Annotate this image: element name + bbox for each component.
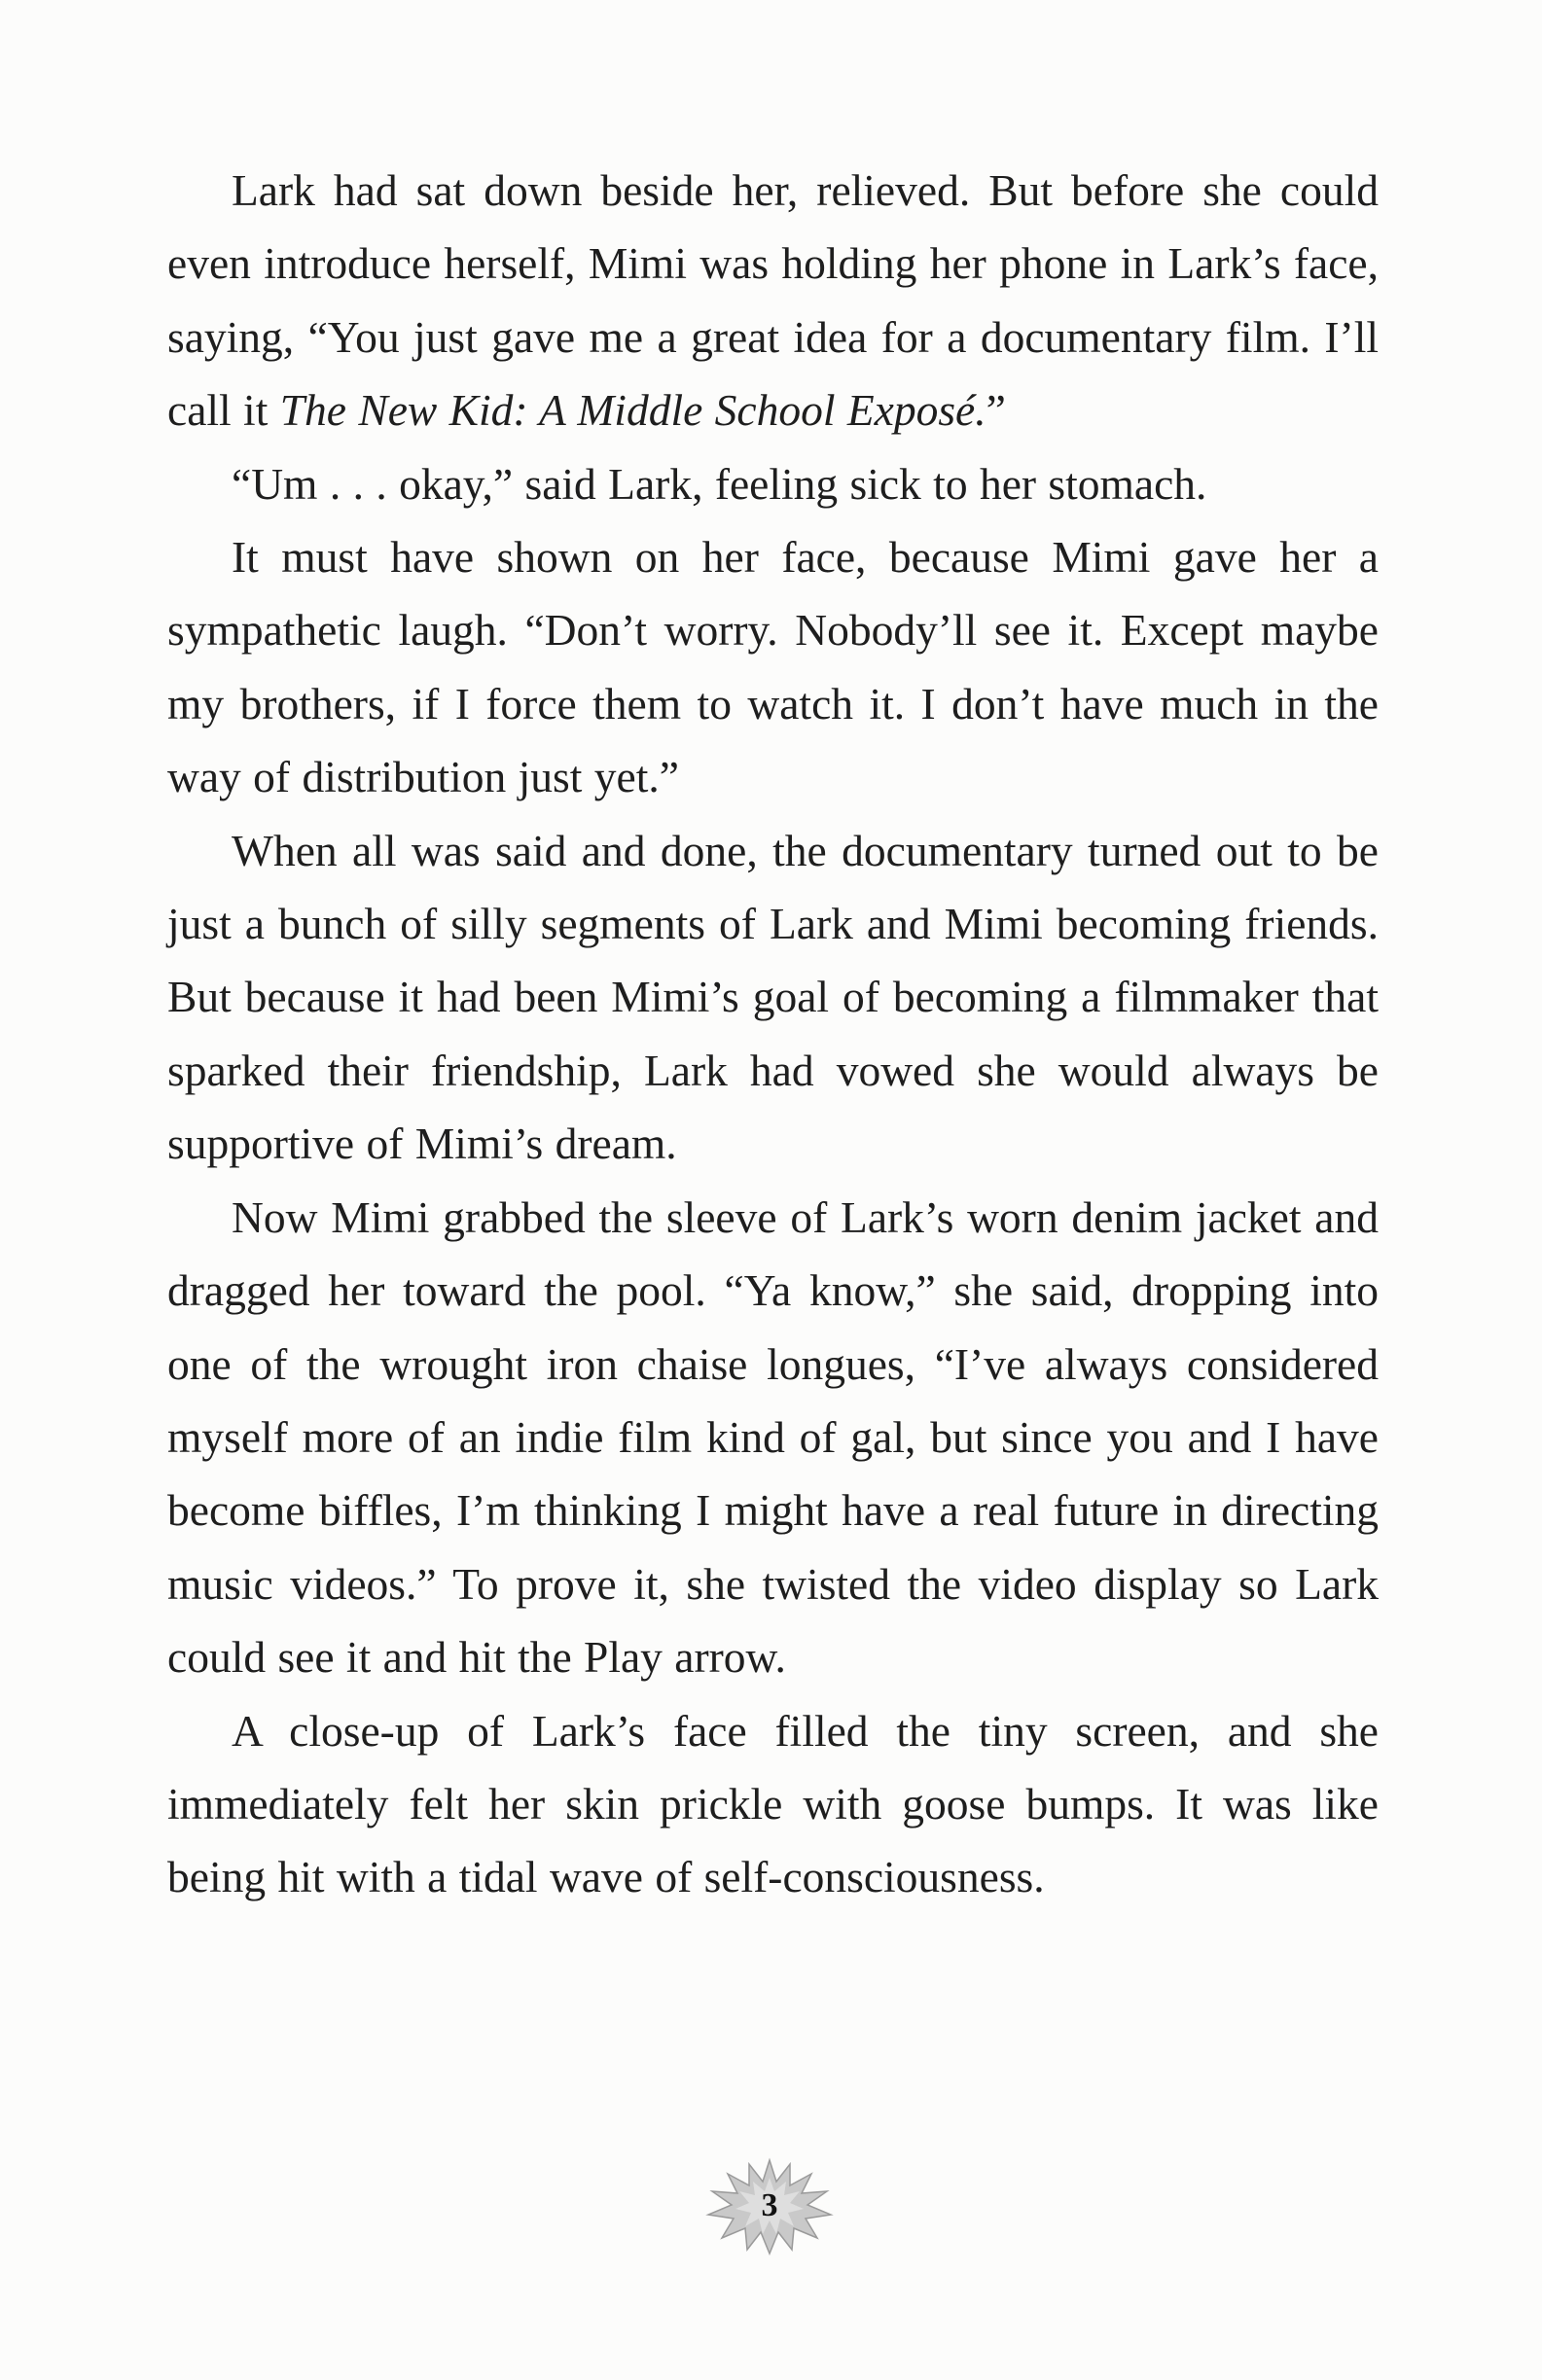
paragraph-text: Lark had sat down beside her, relieved. But before she could even introduce herself, Mimi was holding her phone in Lark’s face, saying, “You just gave me a great idea for a documentary film. I’ll call it: [167, 165, 1379, 436]
page-number: 3: [761, 2187, 778, 2223]
paragraph: [167, 447, 1379, 520]
paragraph: [167, 520, 1379, 814]
paragraph: [167, 1694, 1379, 1914]
paragraph: [167, 814, 1379, 1181]
paragraph-text: When all was said and done, the documentary turned out to be just a bunch of silly segments of Lark and Mimi becoming friends. But because it had been Mimi’s goal of becoming a filmmaker that sparked their friendship, Lark had vowed she would always be supportive of Mimi’s dream.: [167, 825, 1379, 1169]
page-number-badge: [697, 2152, 843, 2259]
paragraph-text: Now Mimi grabbed the sleeve of Lark’s worn denim jacket and dragged her toward the pool. “Ya know,” she said, dropping into one of the wrought iron chaise longues, “I’ve always considered myself more of an indie film kind of gal, but since you and I have become biffles, I’m thinking I might have a real future in directing music videos.” To prove it, she twisted the video display so Lark could see it and hit the Play arrow.: [167, 1191, 1379, 1683]
closing-quote: ”: [986, 385, 1006, 436]
paragraph: [167, 1181, 1379, 1694]
paragraph-text: “Um . . . okay,” said Lark, feeling sick to her stomach.: [232, 458, 1207, 509]
body-text: [167, 154, 1379, 1914]
paragraph-text: It must have shown on her face, because Mimi gave her a sympathetic laugh. “Don’t worry. Nobody’ll see it. Except maybe my brothers, if I force them to watch it. I don’t have much in the way of distribution just yet.”: [167, 532, 1379, 802]
paragraph-text: A close-up of Lark’s face filled the tiny screen, and she immediately felt her skin prickle with goose bumps. It was like being hit with a tidal wave of self-consciousness.: [167, 1705, 1379, 1902]
film-title-italic: The New Kid: A Middle School Exposé.: [279, 385, 986, 436]
paragraph: [167, 154, 1379, 447]
